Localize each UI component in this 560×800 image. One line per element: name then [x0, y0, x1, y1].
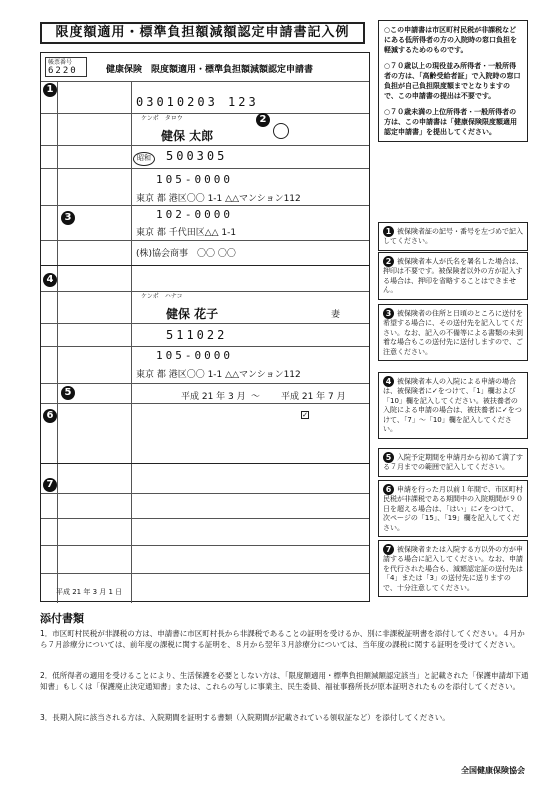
- marker-4: 4: [43, 273, 57, 287]
- explanation-7: 7 被保険者または入院する方以外の方が申請する場合に記入してください。なお、申請を代行された場合も、減額認定証の送付先は「4」または「3」の送付先に送りますので、十分注意してください。: [378, 540, 528, 597]
- insured-name-kana: ケンポ タロウ: [141, 115, 183, 122]
- marker-2: 2: [256, 113, 270, 127]
- date-line[interactable]: 平成 21 年 3 月 1 日: [56, 588, 123, 596]
- marker-7-icon: 7: [383, 544, 394, 555]
- attachment-item-2: 2．低所得者の適用を受けることにより、生活保護を必要としない方は、「限度額適用・標準負担額減額認定該当」と記載された「保護申請却下通知書」もしくは「保護廃止決定通知書」または、これらの写しに事業主、民生委員、福祉事務所長が原本証明されたものを添付してください。: [40, 671, 529, 691]
- insured-number-field[interactable]: 03010203 123: [136, 95, 259, 109]
- form-code-box: [45, 57, 87, 77]
- patient-name-field[interactable]: 健保 花子: [166, 307, 219, 321]
- attachment-item-3: 3．長期入院に該当される方は、入院期間を証明する書類（入院期間が記載されている領収証など）を添付してください。: [40, 713, 450, 722]
- marker-6-icon: 6: [383, 484, 394, 495]
- address-2[interactable]: 東京 都 千代田区△△ 1-1: [136, 228, 237, 238]
- era-circle: 昭和: [133, 152, 155, 166]
- employer-field[interactable]: (株)協会商事 〇〇 〇〇: [136, 249, 236, 259]
- form-header: 健康保険 限度額適用・標準負担額減額認定申請書: [106, 65, 314, 75]
- explanation-3: 3 被保険者の住所と日頃のところに送付を希望する場合に、その送付先を記入してください。なお、記入の不備等による書類の未到着な場合もこの送付先に送付しますので、ご注意ください。: [378, 304, 528, 361]
- patient-birth-field[interactable]: 511022: [166, 328, 228, 342]
- marker-1: 1: [43, 83, 57, 97]
- yes-checkbox[interactable]: ✓: [302, 411, 308, 419]
- marker-1-icon: 1: [383, 226, 394, 237]
- page-title: 限度額適用・標準負担額減額認定申請書記入例: [40, 22, 365, 44]
- footer-org: 全国健康保険協会: [461, 766, 525, 775]
- seal-mark: [273, 123, 289, 139]
- note-1: ○この申請書は市区町村民税が非課税などにある低所得者の方の入院時の窓口負担を軽減するためのものです。: [384, 26, 517, 54]
- patient-name-kana: ケンポ ハナコ: [141, 293, 183, 300]
- marker-3-icon: 3: [383, 308, 394, 319]
- form-code-label: 帳票番号: [48, 59, 73, 66]
- marker-5: 5: [61, 386, 75, 400]
- marker-3: 3: [61, 211, 75, 225]
- marker-4-icon: 4: [383, 376, 394, 387]
- attachment-item-1: 1．市区町村民税が非課税の方は、申請書に市区町村長から非課税であることの証明を受けるか、別に非課税証明書を添付してください。４月から７月診療分については、前年度の課税に関する証明を、８月から翌年３月診療分については、当年度の課税に関する証明を受けてください。: [40, 629, 525, 649]
- explanation-5: 5 入院予定期間を申請月から初めて満了する７月までの範囲で記入してください。: [378, 448, 528, 477]
- period-start[interactable]: 平成 21 年 3 月: [181, 392, 246, 402]
- address-1[interactable]: 東京 都 港区〇〇 1-1 △△マンション112: [136, 194, 301, 204]
- birth-date-field[interactable]: 500305: [166, 149, 228, 163]
- attachments-heading: 添付書類: [40, 612, 84, 625]
- explanation-6: 6 申請を行った月以前１年間で、市区町村民税が非課税である期間中の入院期間が９０日を超える場合は、「はい」に✓をつけて、次ページの「15」、「19」欄を記入してください。: [378, 480, 528, 537]
- marker-7: 7: [43, 478, 57, 492]
- marker-6: 6: [43, 409, 57, 423]
- marker-5-icon: 5: [383, 452, 394, 463]
- period-separator: ～: [251, 392, 261, 402]
- postal-code-1[interactable]: 105-0000: [156, 173, 233, 186]
- application-form: [40, 52, 370, 602]
- postal-code-2[interactable]: 102-0000: [156, 208, 233, 221]
- explanation-4: 4 被保険者本人の入院による申請の場合は、被保険者に✓をつけて、「1」欄および「10」欄を記入してください。被扶養者の入院による申請の場合は、被扶養者に✓をつけて、「7」～「10」欄を記入してください。: [378, 372, 528, 439]
- explanation-2: 2 被保険者本人が氏名を署名した場合は、押印は不要です。被保険者以外の方が記入する場合は、押印を省略することはできません。: [378, 252, 528, 300]
- address-3[interactable]: 東京 都 港区〇〇 1-1 △△マンション112: [136, 370, 301, 380]
- postal-code-3[interactable]: 105-0000: [156, 349, 233, 362]
- relation-field[interactable]: 妻: [331, 310, 341, 320]
- explanation-1: 1 被保険者証の記号・番号を左づめで記入してください。: [378, 222, 528, 251]
- note-3: ○７０歳未満の上位所得者・一般所得者の方は、この申請書は「健康保険限度額適用認定申請書」を提出してください。: [384, 108, 517, 136]
- marker-2-icon: 2: [383, 256, 394, 267]
- sidebar-note: [378, 20, 528, 142]
- note-2: ○７０歳以上の現役並み所得者・一般所得者の方は、「高齢受給者証」で入院時の窓口負担が自己負担限度額までとなりますので、この申請書の提出は不要です。: [384, 62, 521, 100]
- form-code: 6220: [48, 66, 78, 76]
- period-end[interactable]: 平成 21 年 7 月: [281, 392, 346, 402]
- insured-name-field[interactable]: 健保 太郎: [161, 129, 214, 143]
